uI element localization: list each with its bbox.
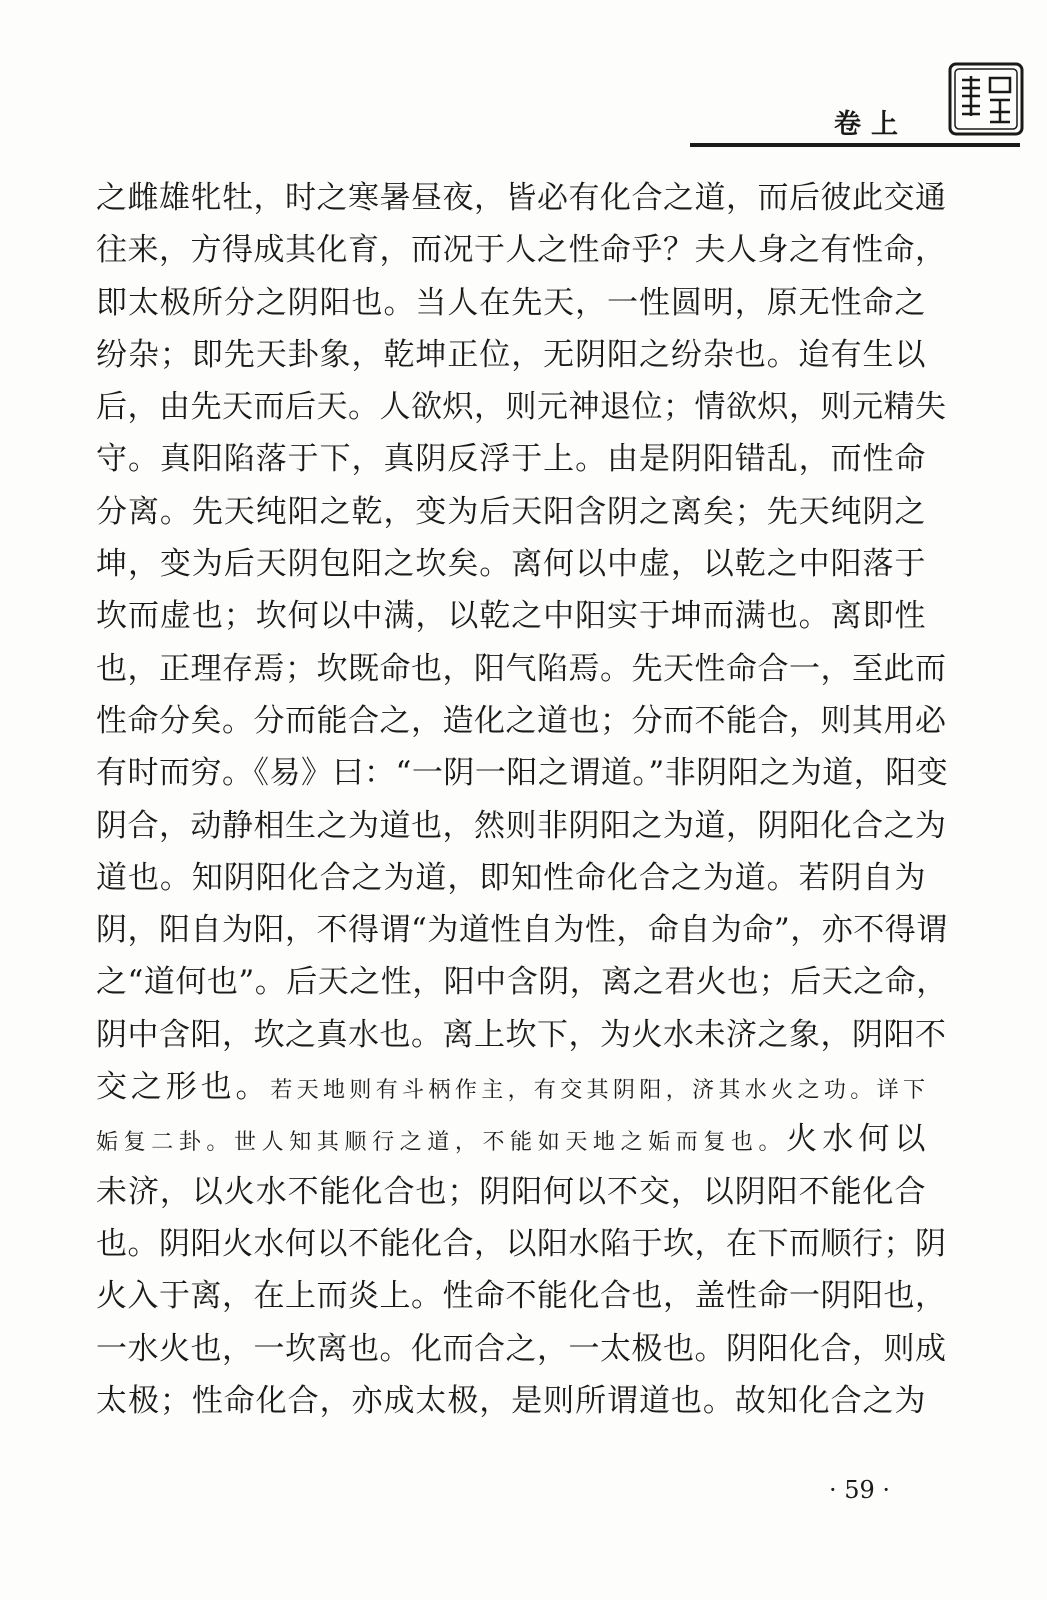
text-line: 之“道何也”。后天之性，阳中含阴，离之君火也；后天之命， <box>96 964 948 1001</box>
text-line: 即太极所分之阴阳也。当人在先天，一性圆明，原无性命之 <box>96 284 926 321</box>
text-line: 往来，方得成其化育，而况于人之性命乎？夫人身之有性命， <box>96 232 947 269</box>
text-line: 有时而穷。《易》曰：“一阴一阳之谓道。”非阴阳之为道，阳变 <box>96 755 949 792</box>
main-text-fragment: 交之形也。 <box>96 1069 271 1106</box>
text-line: 坎而虚也；坎何以中满，以乾之中阳实于坤而满也。离即性 <box>96 598 926 635</box>
text-line-mixed <box>96 1061 926 1113</box>
text-line: 分离。先天纯阳之乾，变为后天阳含阴之离矣；先天纯阴之 <box>96 493 926 530</box>
library-seal-stamp <box>948 62 1024 136</box>
text-line: 道也。知阴阳化合之为道，即知性命化合之为道。若阴自为 <box>96 859 926 896</box>
text-line: 未济，以火水不能化合也；阴阳何以不交，以阴阳不能化合 <box>96 1173 926 1210</box>
text-line: 也。阴阳火水何以不能化合，以阳水陷于坎，在下而顺行；阴 <box>96 1225 947 1262</box>
page-number: · 59 · <box>828 1476 890 1504</box>
annotation-note: 若天地则有斗柄作主，有交其阴阳，济其水火之功。详下 <box>270 1078 926 1104</box>
text-line: 坤，变为后天阴包阳之坎矣。离何以中虚，以乾之中阳落于 <box>96 546 926 583</box>
header-rule <box>690 143 1020 147</box>
running-header-title: 卷上 <box>834 109 908 140</box>
text-line: 太极；性命化合，亦成太极，是则所谓道也。故知化合之为 <box>96 1382 926 1419</box>
text-line: 也，正理存焉；坎既命也，阳气陷焉。先天性命合一，至此而 <box>96 650 947 687</box>
text-line: 阴，阳自为阳，不得谓“为道性自为性，命自为命”，亦不得谓 <box>96 912 948 949</box>
text-line: 阴合，动静相生之为道也，然则非阴阳之为道，阴阳化合之为 <box>96 807 947 844</box>
text-line: 后，由先天而后天。人欲炽，则元神退位；情欲炽，则元精失 <box>96 389 947 426</box>
text-line: 火入于离，在上而炎上。性命不能化合也，盖性命一阴阳也， <box>96 1278 947 1315</box>
page-body-text <box>96 172 949 1427</box>
text-line: 守。真阳陷落于下，真阴反浮于上。由是阴阳错乱，而性命 <box>96 441 926 478</box>
annotation-note: 姤复二卦。世人知其顺行之道，不能如天地之姤而复也。 <box>96 1130 787 1156</box>
text-line: 一水火也，一坎离也。化而合之，一太极也。阴阳化合，则成 <box>96 1330 947 1367</box>
text-line-mixed <box>96 1113 926 1165</box>
text-line: 性命分矣。分而能合之，造化之道也；分而不能合，则其用必 <box>96 702 947 739</box>
text-line: 之雌雄牝牡，时之寒暑昼夜，皆必有化合之道，而后彼此交通 <box>96 180 947 216</box>
text-line: 纷杂；即先天卦象，乾坤正位，无阴阳之纷杂也。迨有生以 <box>96 336 926 373</box>
text-line: 阴中含阳，坎之真水也。离上坎下，为火水未济之象，阴阳不 <box>96 1016 947 1053</box>
main-text-fragment: 火水何以 <box>786 1121 926 1158</box>
